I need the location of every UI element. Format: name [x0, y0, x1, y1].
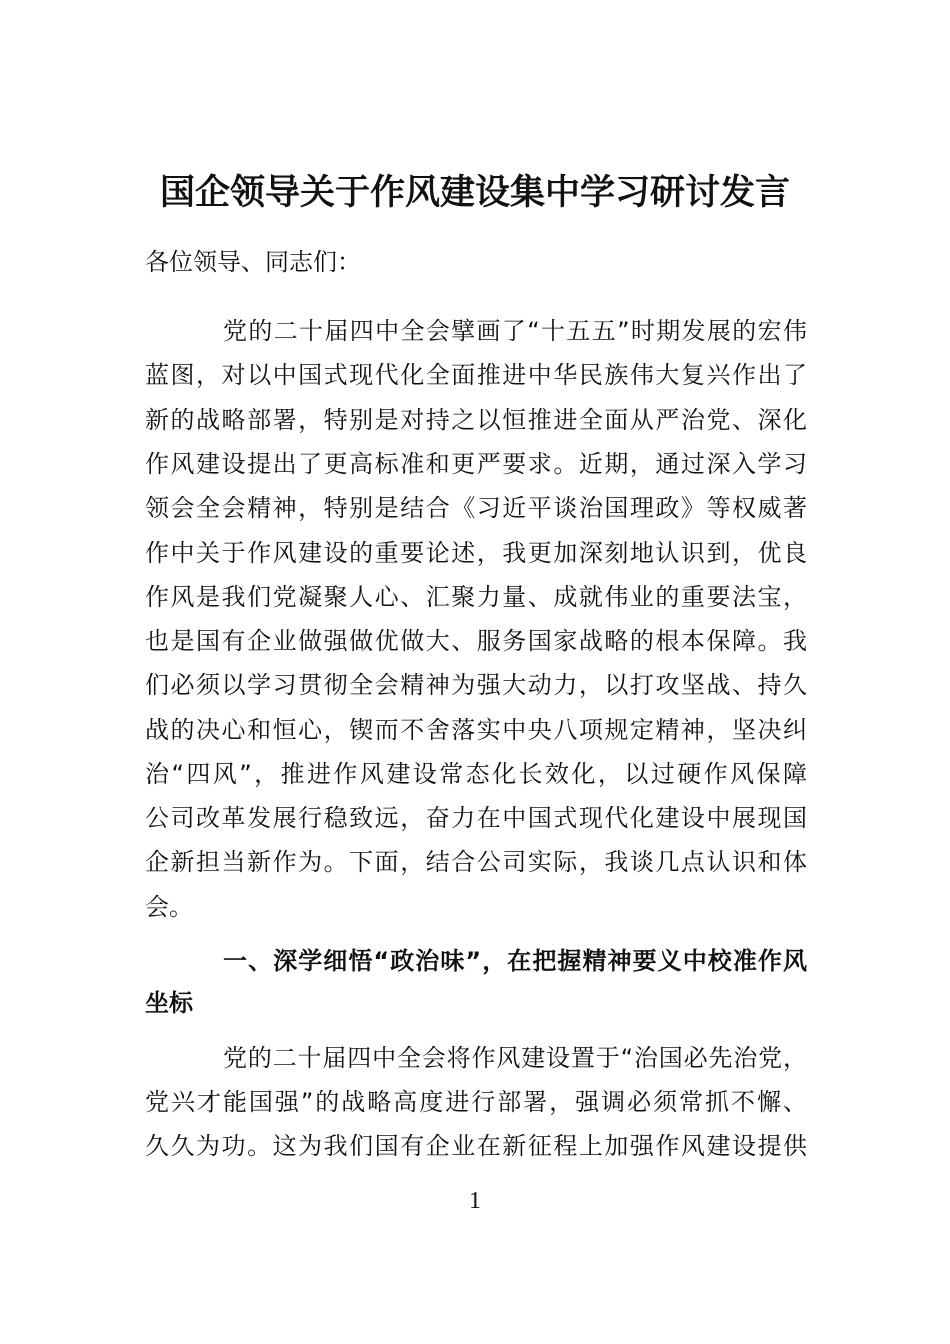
paragraph-line: 作风是我们党凝聚人心、汇聚力量、成就伟业的重要法宝， [145, 583, 807, 611]
paragraph-line: 会。 [145, 893, 193, 921]
paragraph-line: 作风建设提出了更高标准和更严要求。近期，通过深入学习 [145, 450, 807, 478]
paragraph-line: 治“四风”，推进作风建设常态化长效化，以过硬作风保障 [145, 760, 807, 788]
paragraph-line: 党的二十届四中全会擘画了“十五五”时期发展的宏伟 [223, 317, 807, 345]
paragraph-line: 蓝图，对以中国式现代化全面推进中华民族伟大复兴作出了 [145, 361, 807, 389]
paragraph-line: 战的决心和恒心，锲而不舍落实中央八项规定精神，坚决纠 [145, 716, 807, 744]
paragraph-line: 领会全会精神，特别是结合《习近平谈治国理政》等权威著 [145, 494, 807, 522]
document-title: 国企领导关于作风建设集中学习研讨发言 [159, 172, 790, 213]
paragraph-line: 党兴才能国强”的战略高度进行部署，强调必须常抓不懈、 [145, 1088, 807, 1116]
section-heading-line: 坐标 [145, 989, 193, 1017]
greeting: 各位领导、同志们： [145, 248, 361, 276]
paragraph-line: 也是国有企业做强做优做大、服务国家战略的根本保障。我 [145, 627, 807, 655]
paragraph-line: 企新担当新作为。下面，结合公司实际，我谈几点认识和体 [145, 848, 807, 876]
paragraph-line: 新的战略部署，特别是对持之以恒推进全面从严治党、深化 [145, 406, 807, 434]
paragraph-line: 作中关于作风建设的重要论述，我更加深刻地认识到，优良 [145, 539, 807, 567]
paragraph-line: 久久为功。这为我们国有企业在新征程上加强作风建设提供 [145, 1132, 807, 1160]
paragraph-line: 公司改革发展行稳致远，奋力在中国式现代化建设中展现国 [145, 804, 807, 832]
paragraph-line: 党的二十届四中全会将作风建设置于“治国必先治党， [223, 1044, 807, 1072]
page-number: 1 [469, 1188, 481, 1214]
paragraph-line: 们必须以学习贯彻全会精神为强大动力，以打攻坚战、持久 [145, 671, 807, 699]
section-heading-line: 一、深学细悟“政治味”，在把握精神要义中校准作风 [223, 947, 807, 975]
